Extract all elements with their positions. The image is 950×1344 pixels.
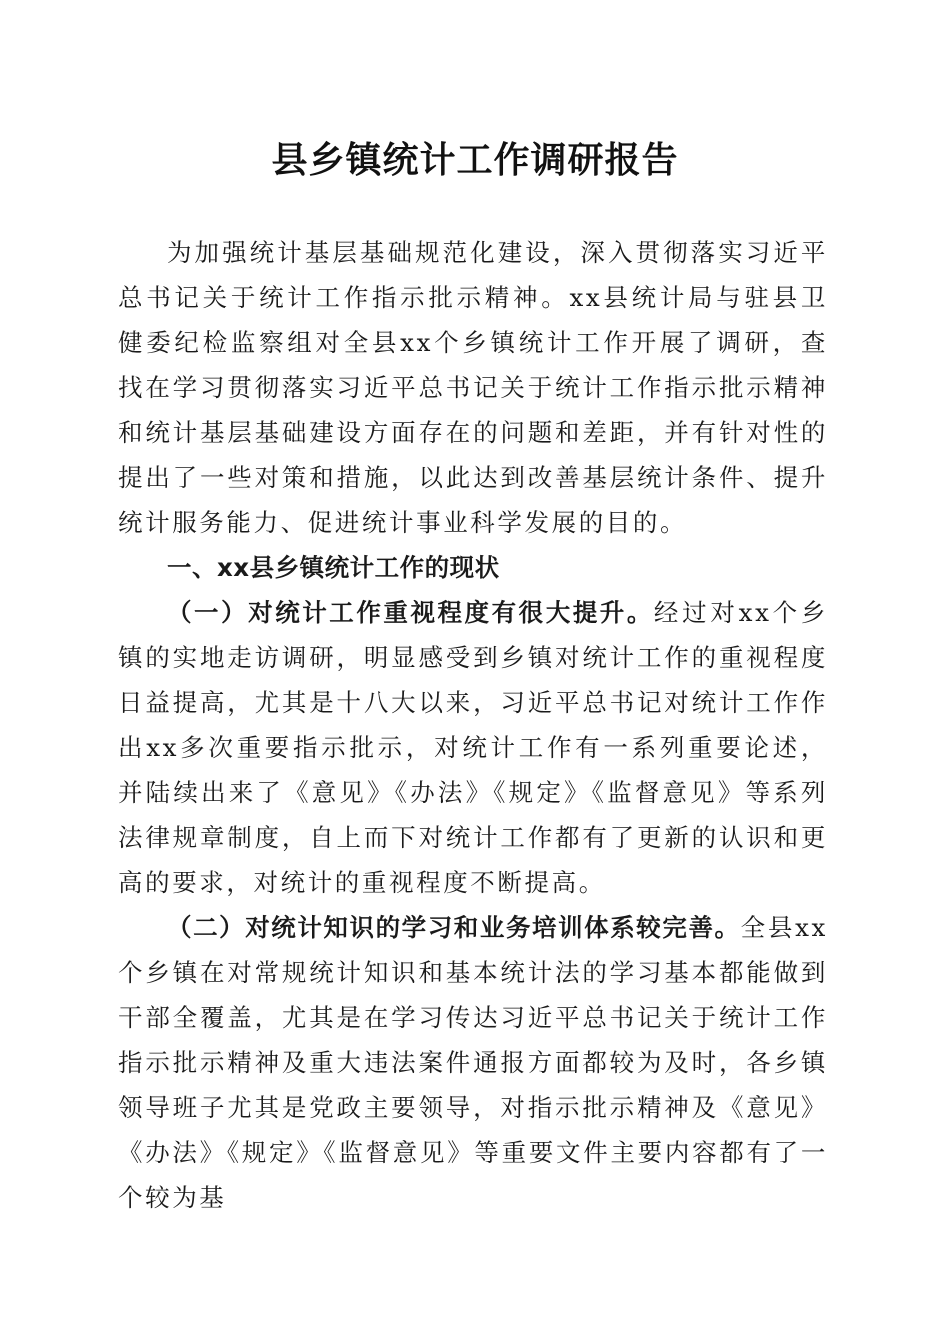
paragraph-1 [118,590,828,905]
intro-paragraph: 为加强统计基层基础规范化建设，深入贯彻落实习近平总书记关于统计工作指示批示精神。xx县统计局与驻县卫健委纪检监察组对全县xx个乡镇统计工作开展了调研，查找在学习贯彻落实习近平总书记关于统计工作指示批示精神和统计基层基础建设方面存在的问题和差距，并有针对性的提出了一些对策和措施，以此达到改善基层统计条件、提升统计服务能力、促进统计事业科学发展的目的。 [118,238,828,537]
paragraph-2-lead: （二）对统计知识的学习和业务培训体系较完善。 [167,913,741,942]
paragraph-2 [118,905,828,1220]
paragraph-1-text: 经过对xx个乡镇的实地走访调研，明显感受到乡镇对统计工作的重视程度日益提高，尤其是十八大以来，习近平总书记对统计工作作出xx多次重要指示批示，对统计工作有一系列重要论述，并陆续出来了《意见》《办法》《规定》《监督意见》等系列法律规章制度，自上而下对统计工作都有了更新的认识和更高的要求，对统计的重视程度不断提高。 [118,598,828,897]
document-title: 县乡镇统计工作调研报告 [271,139,679,181]
paragraph-1-lead: （一）对统计工作重视程度有很大提升。 [167,598,654,627]
section-heading: 一、xx县乡镇统计工作的现状 [167,553,500,582]
document-body [118,230,828,1220]
paragraph-2-text: 全县xx个乡镇在对常规统计知识和基本统计法的学习基本都能做到干部全覆盖，尤其是在学习传达习近平总书记关于统计工作指示批示精神及重大违法案件通报方面都较为及时，各乡镇领导班子尤其是党政主要领导，对指示批示精神及《意见》《办法》《规定》《监督意见》等重要文件主要内容都有了一个较为基 [118,913,828,1212]
